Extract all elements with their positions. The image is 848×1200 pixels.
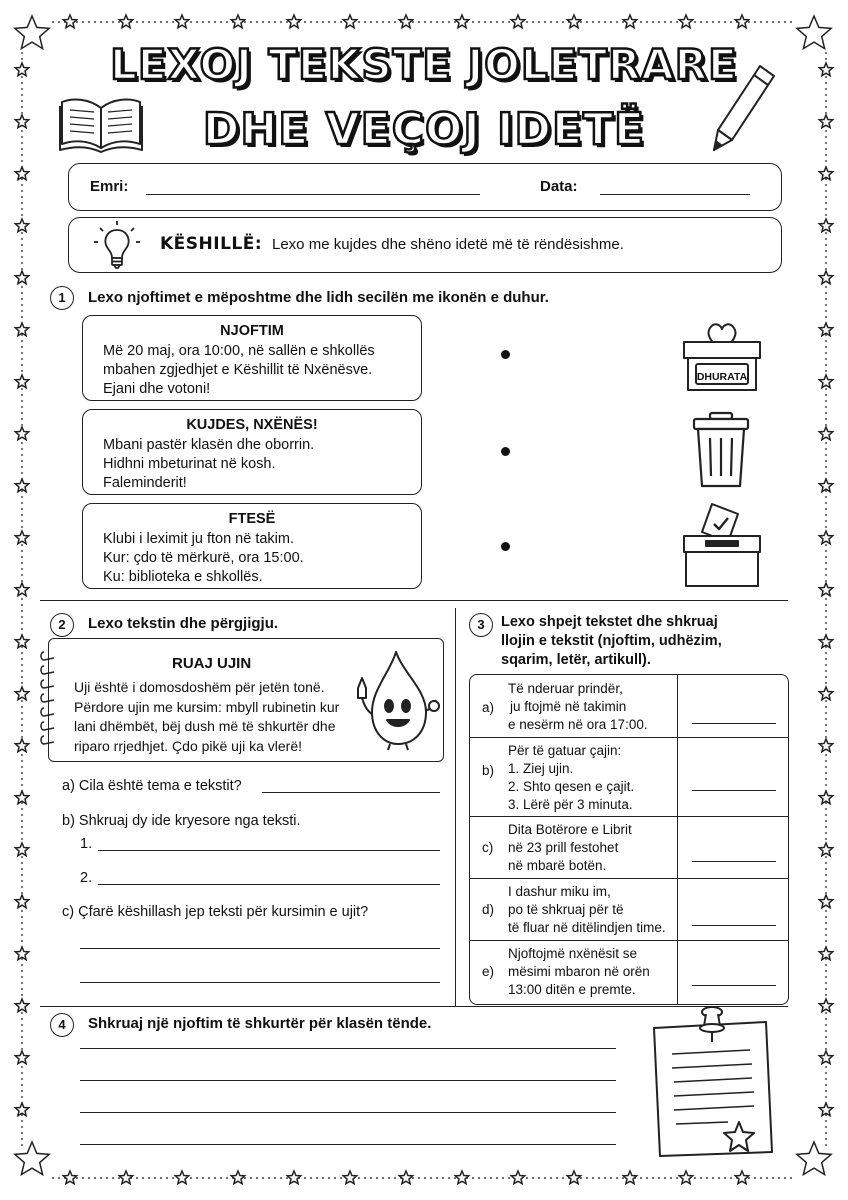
question-2a: a) Cila është tema e tekstit? xyxy=(62,778,242,794)
border-star-icon xyxy=(15,271,28,284)
row-line: Dita Botërore e Librit xyxy=(508,822,632,837)
border-star-icon xyxy=(819,427,832,440)
reading-line: Përdore ujin me kursim: mbyll rubinetin kur xyxy=(74,698,340,715)
section-divider xyxy=(40,600,788,601)
answer-line[interactable] xyxy=(692,723,776,724)
row-line: Për të gatuar çajin: xyxy=(508,743,622,758)
column-line xyxy=(677,941,678,1004)
prompt-line: llojin e tekstit (njoftim, udhëzim, xyxy=(501,633,722,649)
border-star-icon xyxy=(15,1142,49,1175)
name-date-box xyxy=(68,163,782,211)
title-line-2: DHE VEÇOJ IDETË xyxy=(202,104,646,155)
prompt-line: Lexo shpejt tekstet dhe shkruaj xyxy=(501,614,718,630)
row-line: në 23 prill festohet xyxy=(508,840,619,855)
answer-line[interactable] xyxy=(692,985,776,986)
border-star-icon xyxy=(15,739,28,752)
question-1-number: 1 xyxy=(50,286,74,310)
border-star-icon xyxy=(819,1103,832,1116)
notice-card xyxy=(82,409,422,495)
row-text xyxy=(508,945,650,999)
reading-text xyxy=(74,678,339,756)
table-row xyxy=(470,738,788,817)
border-star-icon xyxy=(679,15,692,28)
pinned-note-icon xyxy=(640,1006,780,1162)
answer-line[interactable] xyxy=(98,884,440,885)
answer-line[interactable] xyxy=(262,792,440,793)
row-line: Të nderuar prindër, xyxy=(508,681,623,696)
border-star-icon xyxy=(511,15,524,28)
border-star-icon xyxy=(819,167,832,180)
border-star-icon xyxy=(819,791,832,804)
row-text xyxy=(508,883,666,937)
row-letter: c) xyxy=(482,840,494,855)
reading-line: Uji është i domosdoshëm për jetën tonë. xyxy=(74,679,325,695)
trash-bin-icon[interactable] xyxy=(688,410,754,490)
border-star-icon xyxy=(567,15,580,28)
notice-line: Hidhni mbeturinat në kosh. xyxy=(103,456,276,472)
notice-title: KUJDES, NXËNËS! xyxy=(186,417,318,433)
column-divider xyxy=(455,608,456,1006)
tip-label: KËSHILLË: xyxy=(160,234,263,254)
border-star-icon xyxy=(819,271,832,284)
border-star-icon xyxy=(819,635,832,648)
border-star-icon xyxy=(455,1171,468,1184)
answer-line[interactable] xyxy=(692,790,776,791)
question-3-prompt xyxy=(501,613,722,670)
border-star-icon xyxy=(819,999,832,1012)
question-2-number: 2 xyxy=(50,613,74,637)
border-star-icon xyxy=(15,687,28,700)
match-dot[interactable] xyxy=(501,350,510,359)
notice-line: Mbani pastër klasën dhe oborrin. xyxy=(103,437,315,453)
answer-line[interactable] xyxy=(692,861,776,862)
notice-line: Ku: biblioteka e shkollës. xyxy=(103,569,263,585)
notebook-spiral-icon xyxy=(40,644,58,756)
border-star-icon xyxy=(819,739,832,752)
border-star-icon xyxy=(819,1051,832,1064)
question-2b: b) Shkruaj dy ide kryesore nga teksti. xyxy=(62,813,301,829)
row-text xyxy=(508,680,648,734)
answer-line[interactable] xyxy=(98,850,440,851)
border-star-icon xyxy=(15,1051,28,1064)
border-star-icon xyxy=(63,1171,76,1184)
border-star-icon xyxy=(231,15,244,28)
border-star-icon xyxy=(819,583,832,596)
date-label: Data: xyxy=(540,178,578,195)
reading-line: riparo rrjedhjet. Çdo pikë uji ka vlerë! xyxy=(74,737,302,754)
border-star-icon xyxy=(15,583,28,596)
tip-text: Lexo me kujdes dhe shëno idetë më të rëndësishme. xyxy=(272,236,624,253)
border-star-icon xyxy=(819,479,832,492)
gift-box-label: DHURATA xyxy=(696,371,748,383)
border-star-icon xyxy=(819,219,832,232)
border-star-icon xyxy=(15,843,28,856)
row-line: po të shkruaj për të xyxy=(508,902,624,917)
question-4-prompt: Shkruaj një njoftim të shkurtër për klasën tënde. xyxy=(88,1015,432,1032)
writing-line[interactable] xyxy=(80,1080,616,1081)
match-dot[interactable] xyxy=(501,447,510,456)
border-star-icon xyxy=(15,1103,28,1116)
border-star-icon xyxy=(343,1171,356,1184)
lightbulb-icon xyxy=(92,220,142,272)
notice-line: Më 20 maj, ora 10:00, në sallën e shkollës xyxy=(103,343,375,359)
border-star-icon xyxy=(15,167,28,180)
match-dot[interactable] xyxy=(501,542,510,551)
question-2-prompt: Lexo tekstin dhe përgjigju. xyxy=(88,615,279,632)
border-star-icon xyxy=(231,1171,244,1184)
notice-line: Klubi i leximit ju fton në takim. xyxy=(103,531,294,547)
border-star-icon xyxy=(15,531,28,544)
row-line: 3. Lërë për 3 minuta. xyxy=(508,797,633,812)
border-star-icon xyxy=(819,843,832,856)
row-letter: b) xyxy=(482,763,495,778)
column-line xyxy=(677,879,678,940)
question-3-number: 3 xyxy=(469,613,493,637)
border-star-icon xyxy=(735,1171,748,1184)
border-star-icon xyxy=(679,1171,692,1184)
border-star-icon xyxy=(15,479,28,492)
border-star-icon xyxy=(15,947,28,960)
table-row xyxy=(470,941,788,1004)
row-line: e nesërm në ora 17:00. xyxy=(508,717,648,732)
border-star-icon xyxy=(175,15,188,28)
notice-card xyxy=(82,315,422,401)
row-line: mësimi mbaron në orën xyxy=(508,964,650,979)
border-star-icon xyxy=(287,15,300,28)
border-star-icon xyxy=(15,219,28,232)
water-drop-mascot-icon xyxy=(356,648,442,752)
border-star-icon xyxy=(175,1171,188,1184)
row-text xyxy=(508,742,634,814)
question-2c: c) Çfarë këshillash jep teksti për kursimin e ujit? xyxy=(62,904,369,920)
border-star-icon xyxy=(287,1171,300,1184)
answer-line[interactable] xyxy=(692,925,776,926)
border-star-icon xyxy=(119,1171,132,1184)
row-letter: a) xyxy=(482,700,495,715)
reading-line: lani dhëmbët, bëj dush më të shkurtër dhe xyxy=(74,718,336,734)
open-book-icon xyxy=(58,86,144,156)
column-line xyxy=(677,817,678,878)
row-line: ju ftojmë në takimin xyxy=(510,699,627,714)
notice-line: Faleminderit! xyxy=(103,475,187,491)
title-line-1: LEXOJ TEKSTE JOLETRARE xyxy=(110,40,738,89)
row-letter: e) xyxy=(482,964,495,979)
border-star-icon xyxy=(819,687,832,700)
table-row xyxy=(470,879,788,941)
row-line: të fluar në ditëlindjen time. xyxy=(508,920,666,935)
border-star-icon xyxy=(455,15,468,28)
border-star-icon xyxy=(399,1171,412,1184)
border-star-icon xyxy=(623,1171,636,1184)
border-star-icon xyxy=(819,531,832,544)
name-label: Emri: xyxy=(90,178,129,195)
border-star-icon xyxy=(15,791,28,804)
row-line: 2. Shto qesen e çajit. xyxy=(508,779,635,794)
border-star-icon xyxy=(399,15,412,28)
name-field[interactable] xyxy=(146,194,480,195)
writing-line[interactable] xyxy=(80,1144,616,1145)
question-4-number: 4 xyxy=(50,1013,74,1037)
row-line: Njoftojmë nxënësit se xyxy=(508,946,638,961)
border-star-icon xyxy=(819,947,832,960)
border-star-icon xyxy=(623,15,636,28)
border-star-icon xyxy=(511,1171,524,1184)
column-line xyxy=(677,738,678,816)
border-star-icon xyxy=(819,323,832,336)
notice-card xyxy=(82,503,422,589)
answer-line[interactable] xyxy=(80,982,440,983)
border-star-icon xyxy=(735,15,748,28)
notice-title: NJOFTIM xyxy=(220,323,284,339)
column-line xyxy=(677,675,678,737)
question-1-prompt: Lexo njoftimet e mëposhtme dhe lidh secilën me ikonën e duhur. xyxy=(88,289,549,306)
border-star-icon xyxy=(63,15,76,28)
border-star-icon xyxy=(15,895,28,908)
row-letter: d) xyxy=(482,902,495,917)
pencil-icon xyxy=(708,62,780,154)
row-line: I dashur miku im, xyxy=(508,884,611,899)
table-row xyxy=(470,675,788,738)
reading-title: RUAJ UJIN xyxy=(172,655,252,672)
row-line: 13:00 ditën e premte. xyxy=(508,982,636,997)
row-line: në mbarë botën. xyxy=(508,858,607,873)
answer-number: 2. xyxy=(80,870,93,886)
border-star-icon xyxy=(567,1171,580,1184)
border-star-icon xyxy=(15,323,28,336)
border-star-icon xyxy=(119,15,132,28)
border-star-icon xyxy=(819,375,832,388)
border-star-icon xyxy=(15,635,28,648)
notice-line: Ejani dhe votoni! xyxy=(103,381,211,397)
prompt-line: sqarim, letër, artikull). xyxy=(501,652,651,668)
answer-line[interactable] xyxy=(80,948,440,949)
writing-line[interactable] xyxy=(80,1112,616,1113)
table-row xyxy=(470,817,788,879)
border-star-icon xyxy=(15,375,28,388)
notice-title: FTESË xyxy=(228,511,276,527)
answer-number: 1. xyxy=(80,836,93,852)
row-line: 1. Ziej ujin. xyxy=(508,761,574,776)
border-star-icon xyxy=(819,895,832,908)
row-text xyxy=(508,821,632,875)
border-star-icon xyxy=(15,999,28,1012)
notice-line: mbahen zgjedhjet e Këshillit të Nxënësve. xyxy=(103,362,373,378)
writing-line[interactable] xyxy=(80,1048,616,1049)
text-type-table xyxy=(469,674,789,1005)
border-star-icon xyxy=(15,427,28,440)
ballot-box-icon[interactable] xyxy=(680,500,764,590)
border-star-icon xyxy=(797,1142,831,1175)
date-field[interactable] xyxy=(600,194,750,195)
border-star-icon xyxy=(343,15,356,28)
notice-line: Kur: çdo të mërkurë, ora 15:00. xyxy=(103,550,304,566)
